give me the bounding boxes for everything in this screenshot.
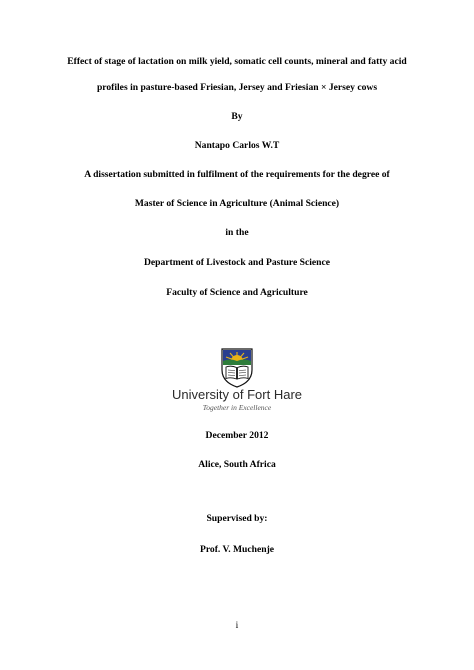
thesis-title-line-2: profiles in pasture-based Friesian, Jersey and Friesian × Jersey cows [96,82,378,93]
faculty-name: Faculty of Science and Agriculture [166,287,308,298]
university-tagline: Together in Excellence [202,403,272,412]
supervised-by-label: Supervised by: [206,513,268,524]
submission-date: December 2012 [205,430,269,441]
submission-location: Alice, South Africa [198,459,276,470]
department-name: Department of Livestock and Pasture Science [143,257,331,268]
thesis-title-line-1: Effect of stage of lactation on milk yield, somatic cell counts, mineral and fatty acid [67,56,407,67]
submission-statement: A dissertation submitted in fulfilment of the requirements for the degree of [84,169,390,180]
page-number: i [235,620,239,631]
in-the-label: in the [225,227,249,238]
university-logo [0,348,474,414]
university-crest-icon [220,348,254,388]
degree-name: Master of Science in Agriculture (Animal Science) [134,198,340,209]
supervisor-name: Prof. V. Muchenje [199,544,275,555]
university-name: University of Fort Hare [171,387,303,402]
by-label: By [231,111,243,122]
author-name: Nantapo Carlos W.T [194,140,280,151]
